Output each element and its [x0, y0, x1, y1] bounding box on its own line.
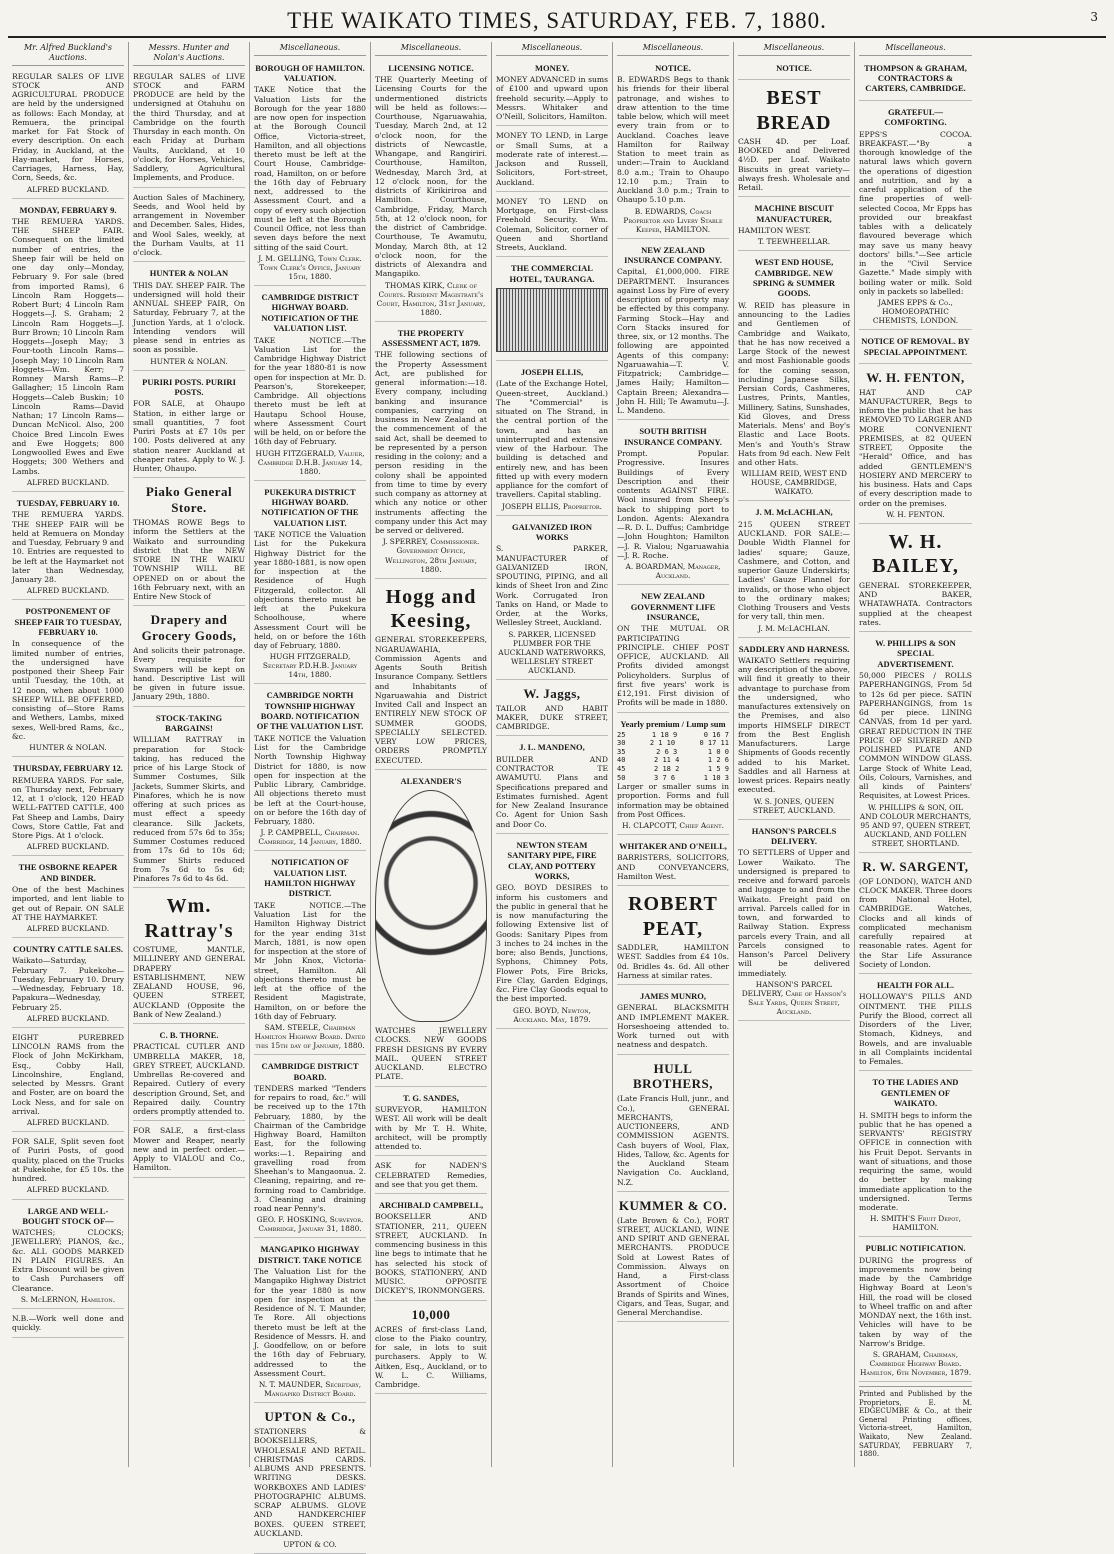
- advertisement: [375, 581, 487, 770]
- ad-title: KUMMER & CO.: [618, 1197, 728, 1213]
- advertisement: [133, 190, 245, 263]
- advertisement: [496, 194, 608, 258]
- ad-body: THE REMUERA YARDS. THE SHEEP FAIR. Consequent on the limited number of entries, the Sheep fair will be held on one day only—Monday, February 9. For sale (bred from imported Rams), 6 Lincoln Ram Hoggets—Robert Burt; 4 Lincoln Ram Hoggets—J. S. Graham; 2 Lincoln Ram Hoggets—J. Burr Brown; 10 Lincoln Ram Hoggets—Joseph May; 3 Four-tooth Lincoln Rams—Joseph May; 10 Lincoln Ram Hoggets—Wm. Kerr; 7 Romney Marsh Rams—P. Gallagher; 15 Lincoln Ram Hoggets—Caleb Buskin; 10 Lincoln Rams—David Nathan; 17 Lincoln Rams—Duncan McNicol. Also, 200 Choice Bred Lincoln Ewes and Ewe Hoggets; 800 Longwoolled Ewes and Ewe Hoggets; 300 Wethers and Lambs.: [12, 216, 124, 476]
- ad-body: REMUERA YARDS. For sale, on Thursday next, February 12, at 1 o'clock, 120 HEAD WELL-FATTED CATTLE, 400 Fat Sheep and Lambs, Dairy Cows, Store Cattle, Fat and Store Pigs. At 1 o'clock.: [12, 775, 124, 841]
- advertisement: [859, 366, 972, 524]
- column-1: [8, 42, 129, 1467]
- ad-body: EIGHT PUREBRED LINCOLN RAMS from the Flock of John McKirkham, Esq., Cobby Hall, Lincolnshire, England, selected by Messrs. Grant and Foster, are on board the Lock Ness, and for sale on arrival.: [12, 1032, 124, 1116]
- premium-row: [617, 756, 729, 765]
- ad-body: REGULAR SALES OF LIVE STOCK AND AGRICULTURAL PRODUCE are held by the undersigned as follows: Each Monday, at Remuera, the principal market for Fat Stock of every description. On each Friday, in Auckland, at the Hay-market, for Horses, Carriages, Harness, Hay, Corn, Seeds, &c.: [12, 71, 124, 183]
- ad-body: BOOKSELLER AND STATIONER, 211, QUEEN STREET, AUCKLAND. In commencing business in this line begs to intimate that he has selected his stock of BOOKS, STATIONERY, AND MUSIC. OPPOSITE DICKEY'S, IRONMONGERS.: [375, 1212, 487, 1296]
- advertisement: [496, 259, 608, 361]
- premium-cell: 50: [617, 773, 626, 782]
- ad-title: THURSDAY, FEBRUARY 12.: [13, 763, 123, 774]
- ad-title: MACHINE BISCUIT MANUFACTURER,: [754, 203, 834, 224]
- ad-body: COSTUME, MANTLE, MILLINERY AND GENERAL DRAPERY ESTABLISHMENT, NEW ZEALAND HOUSE, 96, QUEEN STREET, AUCKLAND (Opposite the Bank of New Zealand.): [133, 945, 245, 1019]
- ad-title: W. H. FENTON,: [866, 369, 965, 385]
- ad-title: MANGAPIKO HIGHWAY DISTRICT. TAKE NOTICE: [258, 1244, 362, 1265]
- ad-body: (Late of the Exchange Hotel, Queen-street, Auckland.) The "Commercial" is situated on The Strand, in the central portion of the town, and has an uninterrupted and extensive view of the Harbour. The building is detached and entirely new, and has been fitted up with every modern appliance for the comfort of travellers. Capital stabling.: [496, 379, 608, 500]
- premium-cell: 1 0 0: [707, 747, 729, 756]
- ad-body: THOMAS ROWE Begs to inform the Settlers at the Waikato and surrounding district that the NEW STORE IN THE WAIKU TOWNSHIP WILL BE OPENED on or about the 16th February next, with an Entire New Stock of: [133, 518, 245, 602]
- ad-body: W. REID has pleasure in announcing to the Ladies and Gentlemen of Cambridge and Waikato, that he has now received a Large Stock of the newest and most Fashionable goods for the coming season, including Japanese Silks, Persian Cords, Cashmeres, Lustres, Prints, Mantles, Millinery, Satins, Sunshades, Kid Gloves, and Dress Materials. Mens' and Boy's Elastic and Lace Boots. Men's and Youth's Straw Hats from 9d each. New Felt and other Hats.: [738, 300, 850, 468]
- advertisement: [617, 59, 729, 239]
- ad-title: COUNTRY CATTLE SALES.: [13, 944, 123, 955]
- premium-cell: 45: [617, 765, 626, 774]
- ad-title: NEW ZEALAND INSURANCE COMPANY.: [624, 244, 722, 266]
- column-heading: Mr. Alfred Buckland's Auctions.: [12, 42, 124, 66]
- ad-body: The Valuation List for the Mangapiko Highway District for the year 1880 is now open for inspection at the Residence of N. T. Maunder, Te Rore. All objections thereto must be left at the Residence of Messrs. H. and J. Goodfellow, on or before the 16th day of February, addressed to the Assessment Court.: [254, 1267, 366, 1378]
- premium-cell: 2 18 2: [654, 765, 680, 774]
- ad-title: NEW ZEALAND GOVERNMENT LIFE INSURANCE,: [630, 591, 716, 622]
- ad-body: H. SMITH begs to inform the public that he has opened a SERVANTS' REGISTRY OFFICE in connection with his Fruit Depot. Servants in want of situations, and those requiring the same, would do better by making immediate application to the undersigned. Terms moderate.: [859, 1110, 972, 1213]
- advertisement: [496, 836, 608, 1029]
- ad-body: 215 QUEEN STREET AUCKLAND. FOR SALE:—Double Width Flannel for ladies' square; Gauze, Cashmere, and Cotton, and superior Gauze Underskirts; Ladies' Gauze Flannel for invalids, or those who object to the ordinary makes; Clothing Trousers and Vests for very tall, thin men.: [738, 519, 850, 622]
- ad-signature: ALFRED BUCKLAND.: [26, 924, 110, 934]
- premium-row: [617, 748, 729, 757]
- column-heading: Miscellaneous.: [859, 42, 972, 56]
- advertisement: [254, 59, 366, 286]
- advertisement: [12, 940, 124, 1028]
- ad-body: DURING the progress of improvements now being made by the Cambridge Highway Board at Leon's Hill, the road will be closed to Wheel traffic on and after MONDAY next, the 16th inst. Vehicles will have to be taken by way of the Narrow's Bridge.: [859, 1255, 972, 1348]
- advertisement: [133, 480, 245, 606]
- ad-body: REGULAR SALES of LIVE STOCK and FARM PRODUCE are held by the undersigned at Otahuhu on the third Thursday, and at Cambridge on the fourth Thursday in each month. On each Friday at Durham Vaults, Auckland, at 10 o'clock, for Horses, Vehicles, Saddlery, Agricultural Implements, and Produce.: [133, 71, 245, 183]
- ad-signature: UPTON & CO.: [283, 1540, 337, 1550]
- ad-body: (Late Francis Hull, junr., and Co.), GENERAL MERCHANTS, AUCTIONEERS, AND COMMISSION AGENTS. Cash buyers of Wool, Flax, Hides, Tallow, &c. Agents for the Auckland Steam Navigation Co. Auckland, N.Z.: [617, 1094, 729, 1187]
- column-heading: Miscellaneous.: [254, 42, 366, 56]
- ad-title: W. PHILLIPS & SON SPECIAL ADVERTISEMENT.: [875, 638, 956, 669]
- advertisement: [375, 1303, 487, 1395]
- ad-title: JAMES MUNRO,: [639, 991, 707, 1001]
- ad-body: And solicits their patronage. Every requisite for Swampers will be kept on hand. Descriptive List will be given in future issue. January 29th, 1880.: [133, 646, 245, 702]
- ad-title: NOTICE.: [655, 62, 691, 73]
- column-heading: Miscellaneous.: [496, 42, 608, 56]
- ad-body: ON THE MUTUAL OR PARTICIPATING PRINCIPLE. CHIEF POST OFFICE, AUCKLAND. All Profits divided amongst Policyholders. Surplus of first five years' work is £12,191. First division of Profits will be made in 1880.: [617, 624, 729, 708]
- advertisement: [133, 1123, 245, 1177]
- ad-body: In consequence of the limited number of entries, the undersigned have postponed their Sheep Fair until Tuesday, the 10th, at 12 noon, when about 1000 SHEEP WILL BE OFFERED, consisting of—Store Rams and Wethers, Lambs, mixed sexes, Well-bred Rams, &c., &c.: [12, 639, 124, 741]
- column-2: [129, 42, 250, 1467]
- ad-title: Wm. Rattray's: [144, 895, 234, 942]
- ad-body: ASK for NADEN'S CELEBRATED Remedies, and see that you get them.: [375, 1161, 487, 1189]
- advertisement: [375, 324, 487, 579]
- ad-title: HUNTER & NOLAN: [149, 268, 229, 279]
- ad-signature: JAMES EPPS & Co., HOMOEOPATHIC CHEMISTS, LONDON.: [872, 298, 959, 326]
- advertisement: [617, 837, 729, 886]
- premium-cell: 1 2 6: [707, 756, 729, 765]
- premium-cell: 1 18 9: [651, 730, 678, 739]
- ad-signature: HUGH FITZGERALD, Secretary P.D.H.B. January 14th, 1880.: [262, 652, 358, 680]
- column-4: [371, 42, 492, 1467]
- ad-body: TAKE NOTICE the Valuation List for the Pukekura Highway District for the year 1880-1881, is now open for inspection at the Residence of Hugh Fitzgerald, collector. All objections thereto must be left at the Pukekura Schoolhouse, where Assessment Court will be held, on or before the 16th day of February, 1880.: [254, 530, 366, 651]
- advertisement: [859, 1239, 972, 1382]
- ad-title: POSTPONEMENT OF SHEEP FAIR TO TUESDAY, FEBRUARY 10.: [14, 606, 122, 638]
- ad-body: Waikato—Saturday, February 7. Pukekohe—Tuesday, February 10. Drury—Wednesday, February 18. Papakura—Wednesday, February 25.: [12, 956, 124, 1012]
- advertisement: [133, 264, 245, 370]
- premium-row: [617, 739, 729, 748]
- ad-body: 50,000 PIECES / ROLLS PAPERHANGINGS, From 5d to 12s 6d per piece. SATIN PAPERHANGINGS, from 1s 6d per piece. LINING CANVAS, from 1d per yard. GREAT REDUCTION IN THE PRICE OF SILVERED AND POLISHED PLATE AND COMMON WINDOW GLASS. Large Stock of White Lead, Oils, Colours, Varnishes, and all kinds of Painters' Requisites, at Lowest Prices.: [859, 671, 972, 801]
- advertisement: [496, 59, 608, 127]
- ad-title: Drapery and Grocery Goods,: [141, 612, 237, 644]
- advertisement: [738, 253, 850, 501]
- ad-title: THE PROPERTY ASSESSMENT ACT, 1879.: [381, 327, 481, 349]
- advertisement: [254, 1057, 366, 1238]
- advertisement: [254, 853, 366, 1055]
- advertisement: [133, 608, 245, 706]
- ad-signature: ALFRED BUCKLAND.: [26, 184, 110, 194]
- ad-body: TAKE Notice that the Valuation Lists for the Borough for the year 1880 are now open for inspection at the Borough Council Office, Victoria-street, Hamilton, and all objections thereto must be left at the Court House, Cambridge-road, Hamilton, on or before the 16th day of February next, addressed to the Assessment Court, and a copy of every such objection must be left at the Borough Council Office, not less than seven days before the next sitting of the said Court.: [254, 85, 366, 252]
- advertisement: [859, 976, 972, 1071]
- premium-cell: 35: [617, 747, 626, 756]
- advertisement: [12, 858, 124, 938]
- ad-signature: ALFRED BUCKLAND.: [26, 1013, 110, 1023]
- advertisement: [12, 602, 124, 757]
- ad-title: ARCHIBALD CAMPBELL,: [378, 1200, 484, 1211]
- advertisement: [738, 822, 850, 1021]
- ad-title: MONEY.: [535, 62, 569, 73]
- advertisement: [617, 888, 729, 985]
- ad-body: CASH 4D. per Loaf. BOOKED and Delivered 4½D. per Loaf. Waikato Biscuits in great variety—always fresh. Wholesale and Retail.: [738, 136, 850, 193]
- ad-body: WILLIAM RATTRAY in preparation for Stock-taking, has reduced the price of his Large Stock of Summer Costumes, Silk Jackets, Summer Skirts, and Pinafores, which he is now offering at such prices as must effect a speedy clearance. Silk Jackets, reduced from 57s 6d to 35s; Summer Costumes reduced from 17s 6d to 10s 6d; Summer Shirts reduced from 7s 6d to 5s 6d; Pinafores 7s 6d to 4s 6d.: [133, 735, 245, 884]
- ad-signature: ALFRED BUCKLAND.: [26, 842, 110, 852]
- ad-title: WHITAKER AND O'NEILL,: [619, 841, 727, 852]
- ad-title: Piako General Store.: [145, 484, 233, 516]
- column-6: [613, 42, 734, 1467]
- premium-row: [617, 765, 729, 774]
- advertisement: [254, 1405, 366, 1554]
- ad-body: TAKE NOTICE.—The Valuation List for the Hamilton Highway District for the year ending 31st March, 1881, is now open for inspection at the store of Mr John Knox, Victoria-street, Hamilton. All objections thereto must be left at the office of the Resident Magistrate, Hamilton, on or before the 16th day of February.: [254, 900, 366, 1021]
- premium-row: [617, 774, 729, 783]
- advertisement: [12, 69, 124, 199]
- column-heading: Messrs. Hunter and Nolan's Auctions.: [133, 42, 245, 66]
- ad-title: ROBERT PEAT,: [628, 893, 718, 940]
- advertisement: [12, 759, 124, 856]
- ad-title: T. G. SANDES,: [403, 1092, 459, 1103]
- ad-body: TAKE NOTICE.—The Valuation List for the Cambridge Highway District for the year 1880-81 is now open for inspection at Mr. D. Pearson's, Storekeeper, Cambridge. All objections thereto must be left at Hautapu School House, where Assessment Court will be held, on or before the 16th day of February.: [254, 335, 366, 447]
- premium-cell: 40: [617, 756, 626, 765]
- advertisement: [859, 1073, 972, 1237]
- ad-title: LICENSING NOTICE.: [388, 62, 474, 73]
- advertisement: [254, 686, 366, 851]
- ad-body: THE REMUERA YARDS. THE SHEEP FAIR will be held at Remuera on Monday and Tuesday, February 9 and 10. Entries are requested to be left at the Haymarket not later than Wednesday, January 28.: [12, 510, 124, 585]
- ad-signature: JOSEPH ELLIS, Proprietor.: [501, 501, 602, 511]
- premium-table: [617, 731, 729, 782]
- ad-body: BARRISTERS, SOLICITORS, AND CONVEYANCERS, Hamilton West.: [617, 853, 729, 881]
- ad-body: FOR SALE, a first-class Mower and Reaper, nearly new and in perfect order.—Apply to VIALOU and Co., Hamilton.: [133, 1126, 245, 1173]
- ad-signature: T. TEEWHEELLAR.: [757, 237, 831, 247]
- advertisement: [738, 503, 850, 637]
- ad-body: One of the best Machines imported, and lent liable to get out of Repair. ON SALE AT THE HAYMARKET.: [12, 885, 124, 922]
- column-heading: Miscellaneous.: [738, 42, 850, 56]
- premium-cell: 2 1 10: [649, 739, 676, 748]
- advertisement: [254, 288, 366, 481]
- advertisement: [254, 483, 366, 685]
- ad-signature: W. S. JONES, QUEEN STREET, AUCKLAND.: [752, 796, 836, 815]
- ad-title: W. H. BAILEY,: [872, 531, 959, 578]
- ad-title: LARGE AND WELL-BOUGHT STOCK OF—: [22, 1205, 114, 1226]
- advertisement: [859, 59, 972, 101]
- ad-body: BUILDER AND CONTRACTOR TE AWAMUTU. Plans and Specifications prepared and Estimates furnished. Agent for New Zealand Insurance Co. Agent for Union Sash and Door Co.: [496, 754, 608, 829]
- ad-title: BEST BREAD: [756, 87, 832, 134]
- page-number: 3: [1090, 10, 1098, 24]
- ad-body: GENERAL BLACKSMITH AND IMPLEMENT MAKER. Horseshoeing attended to. Work turned out with neatness and despatch.: [617, 1003, 729, 1050]
- advertisement: [617, 1194, 729, 1323]
- column-5: [492, 42, 613, 1467]
- premium-cell: 0 16 7: [703, 730, 729, 739]
- columns-container: [8, 42, 1106, 1550]
- ad-body: MONEY TO LEND on Mortgage, on First-class Freehold Security. Wm. Coleman, Solicitor, corner of Queen and Shortland Streets, Auckland.: [496, 196, 608, 253]
- ad-signature: SAM. STEELE, Chairman Hamilton Highway Board. Dated this 15th day of January, 1880.: [254, 1023, 366, 1051]
- ad-title: NOTIFICATION OF VALUATION LIST. HAMILTON HIGHWAY DISTRICT.: [264, 857, 356, 899]
- ad-signature: J. P. CAMPBELL, Chairman. Cambridge, 14 January, 1880.: [258, 828, 362, 847]
- ad-signature: A. BOARDMAN, Manager, Auckland.: [625, 562, 721, 581]
- ad-title: 10,000: [411, 1306, 451, 1322]
- ad-title: Hogg and Keesing,: [385, 585, 477, 632]
- ad-body: TAILOR AND HABIT MAKER, DUKE STREET, CAMBRIDGE.: [496, 703, 608, 732]
- advertisement: [617, 987, 729, 1055]
- ad-body: Larger or smaller sums in proportion. Forms and full information may be obtained from Post Offices.: [617, 782, 729, 819]
- ad-body: FOR SALE, at Ohaupo Station, in either large or small quantities, 7 foot Puriri Posts at £7 10s per 100. Posts delivered at any station nearer Auckland at cheaper rates. Apply to W. J. Hunter, Ohaupo.: [133, 399, 245, 474]
- advertisement: [12, 1030, 124, 1132]
- ad-title: Yearly premium / Lump sum: [620, 718, 726, 729]
- ad-signature: J. M. GELLING, Town Clerk. Town Clerk's Office, January 15th, 1880.: [258, 253, 362, 282]
- ad-body: MONEY TO LEND, in Large or Small Sums, at a moderate rate of interest.—Jackson and Russell, Solicitors, Fort-street, Auckland.: [496, 131, 608, 187]
- ad-title: WEST END HOUSE, CAMBRIDGE. NEW SPRING & SUMMER GOODS.: [752, 257, 836, 299]
- ad-title: BOROUGH OF HAMILTON. VALUATION.: [255, 62, 365, 84]
- ad-body: (OF LONDON), WATCH AND CLOCK MAKER. Three doors from National Hotel, CAMBRIDGE. Watches, Clocks and all kinds of complicated mechanism carefully repaired at reasonable rates. Agent for the Star Life Assurance Society of London.: [859, 876, 972, 969]
- ad-body: FOR SALE, Split seven foot of Puriri Posts, of good quality, placed on the Trucks at Pukekohe, for £5 10s. the hundred.: [12, 1137, 124, 1184]
- ad-title: THE COMMERCIAL HOTEL, TAURANGA.: [509, 263, 595, 284]
- ad-title: ALEXANDER'S: [400, 775, 462, 786]
- ad-title: HANSON'S PARCELS DELIVERY.: [751, 825, 837, 847]
- advertisement: [133, 373, 245, 479]
- advertisement: [496, 682, 608, 737]
- premium-cell: 3 7 6: [654, 773, 676, 782]
- printer-imprint: Printed and Published by the Proprietors, E. M. EDGECUMBE & Co., at their General Printing offices, Victoria-street, Hamilton, Waikato, New Zealand. SATURDAY, FEBRUARY 7, 1880.: [859, 1386, 972, 1458]
- advertisement: [738, 199, 850, 251]
- ad-signature: N. T. MAUNDER, Secretary, Mangapiko District Board.: [258, 1380, 362, 1399]
- advertisement: [859, 332, 972, 364]
- advertisement: [375, 1196, 487, 1301]
- advertisement: [133, 709, 245, 889]
- ad-body: STATIONERS & BOOKSELLERS, WHOLESALE AND RETAIL. CHRISTMAS CARDS. ALBUMS AND PRESENTS. WRITING DESKS. WORKBOXES AND LADIES' PHOTOGRAPHIC ALBUMS. SCRAP ALBUMS. GLOVE AND HANDKERCHIEF BOXES. QUEEN STREET, AUCKLAND.: [254, 1427, 366, 1538]
- column-heading: Miscellaneous.: [617, 42, 729, 56]
- ad-body: TAKE NOTICE the Valuation List for the Cambridge North Township Highway District for 1880, is now open for inspection at the Public Library, Cambridge. All objections thereto must be left at the Court-house, on or before the 16th day of February, 1880.: [254, 733, 366, 827]
- ad-title: TUESDAY, FEBRUARY 10.: [16, 497, 120, 508]
- ad-title: SADDLERY AND HARNESS.: [738, 643, 850, 654]
- advertisement: [617, 241, 729, 421]
- ad-title: C. B. THORNE.: [159, 1030, 219, 1041]
- ad-signature: W. PHILLIPS & SON, OIL AND COLOUR MERCHANTS, 95 AND 97, QUEEN STREET, AUCKLAND, AND FOLLEN STREET, SHORTLAND.: [859, 802, 972, 848]
- ad-title: NOTICE OF REMOVAL. BY SPECIAL APPOINTMENT.: [861, 336, 970, 357]
- advertisement: [738, 82, 850, 197]
- ad-body: WATCHES; CLOCKS; JEWELLERY; PIANOS, &c., &c. ALL GOODS MARKED IN PLAIN FIGURES. An Extra Discount will be given to Cash Purchasers off Clearance.: [12, 1228, 124, 1293]
- ad-body: ACRES of first-class Land, close to the Piako country, for sale, in lots to suit purchasers. Apply to W. Aitken, Esq., Auckland, or to W. L. C. Williams, Cambridge.: [375, 1324, 487, 1390]
- hotel-engraving: [496, 288, 608, 352]
- column-heading: Miscellaneous.: [375, 42, 487, 56]
- ad-title: NEWTON STEAM SANITARY PIPE, FIRE CLAY, AND POTTERY WORKS,: [507, 839, 597, 881]
- ad-signature: J. M. McLACHLAN.: [758, 623, 830, 633]
- ad-title: NOTICE.: [776, 62, 812, 73]
- ad-signature: J. SPERREY, Commissioner. Government Office, Wellington, 28th January, 1880.: [382, 537, 480, 574]
- advertisement: [859, 855, 972, 974]
- ad-title: MONDAY, FEBRUARY 9.: [19, 204, 117, 215]
- ad-signature: ALFRED BUCKLAND.: [26, 586, 110, 596]
- ad-body: Auction Sales of Machinery, Seeds, and Wool held by arrangement in November and December. Sales, Hides, and Wool Sales, weekly, at the Durham Vaults, at 11 o'clock.: [133, 192, 245, 257]
- advertisement: [859, 526, 972, 632]
- ad-title: PURIRI POSTS. PURIRI POSTS.: [142, 376, 236, 397]
- advertisement: [12, 494, 124, 600]
- premium-cell: 2 6 3: [656, 747, 678, 756]
- ad-signature: S. GRAHAM, Chairman, Cambridge Highway Board. Hamilton, 6th November, 1879.: [859, 1350, 972, 1378]
- ad-title: W. Jaggs,: [523, 685, 581, 701]
- ad-body: GEO. BOYD DESIRES to inform his customers and the public in general that he is now manufacturing the following Extensive list of Goods: Sanitary Pipes from 3 inches to 24 inches in the bore; also Bends, Junctions, Syphons, Chimney Pots, Flower Pots, Fire Bricks, Fire Clay, Garden Edgings, &c. Fire Clay Goods equal to the best imported.: [496, 883, 608, 1004]
- ad-signature: THOMAS KIRK, Clerk of Courts. Resident Magistrate's Court, Hamilton, 31st January, 1880.: [376, 280, 486, 317]
- advertisement: [12, 1311, 124, 1338]
- advertisement: [738, 59, 850, 80]
- advertisement: [617, 587, 729, 712]
- ad-title: JOSEPH ELLIS,: [520, 367, 584, 378]
- ad-title: HEALTH FOR ALL.: [877, 980, 954, 991]
- column-7: [734, 42, 855, 1467]
- ad-signature: GEO. BOYD, Newton, Auckland. May, 1879.: [513, 1005, 591, 1024]
- ad-body: (Late Brown & Co.), FORT STREET, AUCKLAND, WINE AND SPIRIT AND GENERAL MERCHANTS. PRODUCE Sold at Lowest Rates of Commission. Always on Hand, a First-class Assortment of Choice Brands of Spirits and Wines, Cigars, and Teas, Sugar, and General Merchandise.: [617, 1215, 729, 1318]
- advertisement: [496, 363, 608, 516]
- ad-body: TENDERS marked "Tenders for repairs to road, &c." will be received up to the 17th February, 1880, by the Chairman of the Cambridge Highway Board, Hamilton East, for the following works:—1. Repairing and gravelling road from Sheehan's to Mangaonua. 2. Cleaning, repairing, and re-forming road to Cambridge. 3. Cleaning and draining road near Penny's.: [254, 1083, 366, 1214]
- ad-body: PRACTICAL CUTLER AND UMBRELLA MAKER, 18, GREY STREET, AUCKLAND. Umbrellas Re-covered and Repaired. Cutlery of every description Ground, Set, and Repaired daily. Country orders promptly attended to.: [133, 1042, 245, 1117]
- ad-body: B. EDWARDS Begs to thank his friends for their liberal patronage, and wishes to draw attention to the time table below, which will meet every train from or to Auckland. Coaches leave Hamilton for Railway Station to meet train as under:—Train to Auckland 8.0 a.m.; Train to Ohaupo 12.10 p.m.; Train to Auckland 3.0 p.m.; Train to Ohaupo 5.10 p.m.: [617, 75, 729, 205]
- ad-body: WAIKATO Settlers requiring any description of the above, will find it greatly to their advantage to purchase from the undersigned, who manufactures extensively on the Premises, and also imports HIMSELF DIRECT from the Best English Manufacturers. Large Shipments of Goods recently added to his Market. Saddles and all Harness at lowest prices. Repairs neatly executed.: [738, 655, 850, 795]
- ad-body: HOLLOWAY'S PILLS AND OINTMENT. THE PILLS Purify the Blood, correct all Disorders of the Liver, Stomach, Kidneys, and Bowels, and are invaluable in all Complaints incidental to Females.: [859, 992, 972, 1067]
- advertisement: [12, 201, 124, 492]
- advertisement: [738, 640, 850, 820]
- premium-cell: 1 10 3: [703, 773, 729, 782]
- ad-body: HAMILTON WEST.: [738, 226, 811, 236]
- ad-signature: H. CLAPCOTT, Chief Agent.: [622, 821, 724, 831]
- ad-body: Prompt. Popular. Progressive. Insures Buildings of Every Description and their contents AGAINST FIRE. Wool insured from Sheep's back to shipping port to London. Agents: Alexandra—R. D. L. Duffus; Cambridge—John Houghton; Hamilton—J. R. Vialou; Ngaruawahia—J. R. Roche.: [617, 449, 729, 560]
- advertisement: [133, 1026, 245, 1121]
- masthead: [8, 6, 1106, 38]
- column-3: [250, 42, 371, 1550]
- ad-body: MONEY ADVANCED in sums of £100 and upward upon freehold security.—Apply to Messrs. Whitaker and O'Neill, Solicitors, Hamilton.: [496, 75, 608, 122]
- ad-body: TO SETTLERS of Upper and Lower Waikato. The undersigned is prepared to receive and forward parcels and luggage to and from the Waikato. Freight paid on arrival. Parcels called for in town, and forwarded to Railway Station. Express parcels every Train, and all Parcels consigned to Hanson's Parcel Delivery will be delivered immediately.: [738, 848, 850, 978]
- ad-title: UPTON & Co.,: [264, 1409, 356, 1425]
- ad-signature: S. PARKER, LICENSED PLUMBER FOR THE AUCKLAND WATERWORKS, WELLESLEY STREET AUCKLAND.: [498, 629, 606, 675]
- ad-title: PUKEKURA DISTRICT HIGHWAY BOARD. NOTIFICATION OF THE VALUATION LIST.: [261, 486, 359, 528]
- advertisement: [375, 772, 487, 1087]
- ad-signature: ALFRED BUCKLAND.: [26, 1185, 110, 1195]
- ad-signature: GEO. F. HOSKING, Surveyor. Cambridge, January 31, 1880.: [256, 1215, 364, 1234]
- advertisement: [617, 422, 729, 585]
- ad-signature: ALFRED BUCKLAND.: [26, 477, 110, 487]
- advertisement: [617, 715, 729, 836]
- ad-title: R. W. SARGENT,: [862, 858, 969, 874]
- ad-signature: HUGH FITZGERALD, Valuer, Cambridge D.H.B. January 14, 1880.: [255, 448, 365, 476]
- advertisement: [12, 1202, 124, 1310]
- premium-cell: 0 17 11: [699, 739, 729, 748]
- ad-body: WATCHES JEWELLERY CLOCKS. NEW GOODS FRESH DESIGNS BY EVERY MAIL. QUEEN STREET AUCKLAND. ELECTRO PLATE.: [375, 1026, 487, 1082]
- advertisement: [133, 69, 245, 188]
- ad-body: GENERAL STOREKEEPER, AND BAKER, WHATAWHATA. Contractors supplied at the cheapest rates.: [859, 580, 972, 627]
- ad-body: THE Quarterly Meeting of Licensing Courts for the undermentioned districts will be held as follows:—Courthouse, Ngaruawahia, Tuesday, March 2nd, at 12 o'clock noon, for the districts of Newcastle, Whangape, and Rangiriri. Courthouse, Hamilton, Wednesday, March 3rd, at 12 o'clock noon, for the districts of Kirikiriroa and Hamilton. Courthouse, Cambridge, Friday, March 5th, at 12 o'clock noon, for the district of Cambridge. Courthouse, Te Awamutu, Monday, March 8th, at 12 o'clock noon, for the districts of Alexandra and Mangapiko.: [375, 75, 487, 279]
- ad-body: SADDLER, HAMILTON WEST. Saddles from £4 10s. 0d. Bridles 4s. 6d. All other Harness at similar rates.: [617, 943, 729, 980]
- advertisement: [12, 1134, 124, 1199]
- ad-signature: HANSON'S PARCEL DELIVERY, Care of Hanson's Sale Yards, Queen Street, Auckland.: [741, 979, 847, 1017]
- ad-title: CAMBRIDGE DISTRICT HIGHWAY BOARD. NOTIFICATION OF THE VALUATION LIST.: [261, 292, 359, 334]
- premium-cell: 30: [617, 739, 626, 748]
- watch-engraving: [375, 790, 487, 1022]
- advertisement: [617, 1057, 729, 1192]
- ad-title: CAMBRIDGE NORTH TOWNSHIP HIGHWAY BOARD. NOTIFICATION OF THE VALUATION LIST.: [256, 690, 364, 732]
- ad-body: Capital, £1,000,000. FIRE DEPARTMENT. Insurances against Loss by Fire of every description of property may be effected by this company. Farming Stock—Hay and Corn Stacks insured for three, six, or 12 months. The following are appointed Agents of this company: Ngaruawahia—T. V. Fitzpatrick; Cambridge—James Haily; Hamilton—Captain Breen; Alexandra—John H. Hill; Te Awamutu—J. L. Mandeno.: [617, 267, 729, 416]
- ad-signature: H. SMITH'S Fruit Depot, HAMILTON.: [869, 1214, 961, 1233]
- ad-title: HULL BROTHERS,: [633, 1060, 713, 1092]
- ad-signature: S. McLERNON, Hamilton.: [20, 1294, 116, 1304]
- premium-row: [617, 731, 729, 740]
- ad-title: STOCK-TAKING BARGAINS!: [155, 712, 223, 733]
- ad-title: J. M. McLACHLAN,: [755, 507, 833, 518]
- ad-body: S. PARKER, MANUFACTURER of GALVANIZED IRON, SPOUTING, PIPING, and all kinds of Sheet Iron and Zinc Work. Corrugated Iron Tanks on Hand, or Made to Order, at the Works, Wellesley Street, Auckland.: [496, 544, 608, 628]
- ad-title: THOMPSON & GRAHAM, CONTRACTORS & CARTERS, CAMBRIDGE.: [864, 62, 967, 94]
- ad-body: GENERAL STOREKEEPERS, NGARUAWAHIA, Commission Agents and Agents South British Insurance Company. Settlers and Inhabitants of Ngaruawahia and District Invited Call and Inspect an ENTIRELY NEW STOCK OF SUMMER GOODS, SPECIALLY SELECTED. VERY LOW PRICES, ORDERS PROMPTLY EXECUTED.: [375, 635, 487, 765]
- ad-body: THIS DAY. SHEEP FAIR. The undersigned will hold their ANNUAL SHEEP FAIR, On Saturday, February 7, at the Junction Yards, at 1 o'clock. Intending vendors will please send in entries as soon as possible.: [133, 280, 245, 355]
- advertisement: [375, 1158, 487, 1194]
- column-8: [855, 42, 976, 1467]
- ad-body: HAT AND CAP MANUFACTURER, Begs to inform the public that he has REMOVED TO LARGER AND MORE CONVENIENT PREMISES, at 82 QUEEN STREET, Opposite the "Herald" Office, and has added GENTLEMEN'S HOSIERY AND MERCERY to his business. Hats and Caps of every description made to order on the premises.: [859, 387, 972, 508]
- advertisement: [496, 738, 608, 833]
- ad-title: PUBLIC NOTIFICATION.: [865, 1243, 966, 1254]
- ad-signature: HUNTER & NOLAN.: [29, 743, 107, 753]
- premium-cell: 2 11 4: [654, 756, 680, 765]
- advertisement: [496, 518, 608, 680]
- ad-title: GALVANIZED IRON WORKS: [511, 521, 593, 543]
- advertisement: [133, 890, 245, 1024]
- premium-cell: 25: [617, 730, 626, 739]
- advertisement: [375, 1089, 487, 1157]
- advertisement: [375, 59, 487, 322]
- advertisement: [859, 103, 972, 330]
- ad-body: EPPS'S COCOA. BREAKFAST.—"By a thorough knowledge of the natural laws which govern the operations of digestion and nutrition, and by a careful application of the fine properties of well-selected Cocoa, Mr Epps has provided our breakfast tables with a delicately flavoured beverage which may save us many heavy doctors' bills."—See article in the "Civil Service Gazette." Made simply with boiling water or milk. Sold only in packets so labelled:: [859, 129, 972, 296]
- ad-body: N.B.—Work well done and quickly.: [12, 1314, 124, 1333]
- newspaper-title: THE WAIKATO TIMES, SATURDAY, FEB. 7, 1880.: [287, 8, 827, 33]
- ad-body: SURVEYOR, HAMILTON WEST. All work will be dealt with by Mr T. H. White, architect, will be promptly attended to.: [375, 1105, 487, 1152]
- ad-signature: ALFRED BUCKLAND.: [26, 1118, 110, 1128]
- advertisement: [859, 634, 972, 853]
- ad-title: THE OSBORNE REAPER AND BINDER.: [18, 862, 118, 883]
- ad-signature: WILLIAM REID, WEST END HOUSE, CAMBRIDGE, WAIKATO.: [741, 469, 847, 497]
- advertisement: [254, 1240, 366, 1403]
- premium-cell: 1 5 9: [707, 765, 729, 774]
- ad-title: CAMBRIDGE DISTRICT BOARD.: [261, 1061, 359, 1082]
- ad-signature: B. EDWARDS, Coach Proprietor and Livery Stable Keeper, HAMILTON.: [623, 206, 723, 234]
- ad-title: TO THE LADIES AND GENTLEMEN OF WAIKATO.: [872, 1077, 959, 1109]
- ad-signature: HUNTER & NOLAN.: [150, 356, 228, 366]
- advertisement: [496, 128, 608, 192]
- ad-body: THE following sections of the Property Assessment Act, are published for general information:—18. Every company, including banking and insurance companies, carrying on business in New Zealand at the commencement of the said Act, shall be deemed to be represented by a person residing in the colony; and a person residing in the colony shall be appointed from time to time by every such company as attorney at which any notice or other instruments affecting the company under this Act may be served or delivered.: [375, 350, 487, 536]
- ad-title: J. L. MANDENO,: [519, 742, 585, 753]
- ad-signature: W. H. FENTON.: [886, 509, 945, 519]
- ad-title: SOUTH BRITISH INSURANCE COMPANY.: [624, 426, 722, 447]
- ad-title: GRATEFUL—COMFORTING.: [884, 106, 947, 128]
